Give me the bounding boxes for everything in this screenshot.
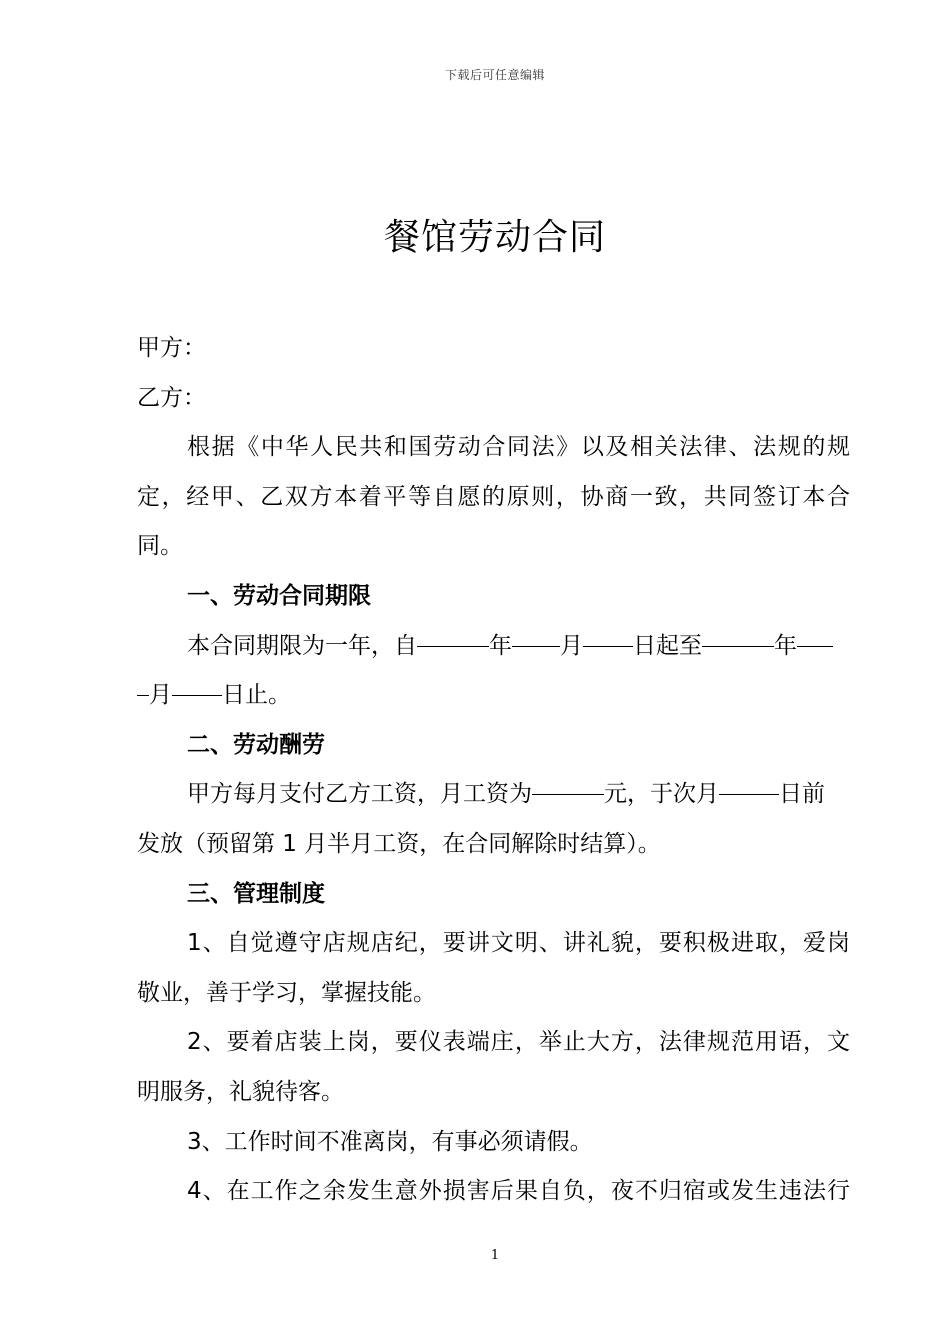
section-1-text-a: 本合同期限为一年，自 xyxy=(187,632,417,659)
blank-start-day xyxy=(583,645,633,647)
blank-end-month-b xyxy=(137,694,149,696)
party-a-label: 甲方： xyxy=(137,335,206,361)
section-2-text-c: 日前 xyxy=(779,781,825,808)
section-3-item-2-line-1: 2、要着店装上岗，要仪表端庄，举止大方，法律规范用语，文 xyxy=(187,1029,850,1056)
section-1-line-2 xyxy=(137,671,850,721)
section-3-heading: 三、管理制度 xyxy=(187,880,325,907)
blank-end-year xyxy=(702,645,774,647)
blank-start-year xyxy=(417,645,489,647)
blank-pay-day xyxy=(719,793,779,795)
section-2-heading: 二、劳动酬劳 xyxy=(187,731,325,758)
blank-end-day xyxy=(172,694,222,696)
section-3-item-1-line-2: 敬业，善于学习，掌握技能。 xyxy=(137,979,436,1006)
section-1-text-g: 日止。 xyxy=(222,682,291,709)
page-number: 1 xyxy=(490,1248,500,1263)
document-title: 餐馆劳动合同 xyxy=(383,217,606,258)
section-3-item-2-line-2: 明服务，礼貌待客。 xyxy=(137,1078,344,1105)
section-3-item-3-line-1: 3、工作时间不准离岗，有事必须请假。 xyxy=(187,1128,593,1155)
blank-start-month xyxy=(512,645,560,647)
section-1-text-b: 年 xyxy=(489,632,512,659)
section-3-item-1-line-1: 1、自觉遵守店规店纪，要讲文明、讲礼貌，要积极进取，爱岗 xyxy=(187,930,850,957)
intro-line-3: 同。 xyxy=(137,533,183,560)
section-1-text-f: 月 xyxy=(149,682,172,709)
section-1-text-d: 日起至 xyxy=(633,632,702,659)
party-b-label: 乙方： xyxy=(137,384,206,411)
section-2-line-1 xyxy=(137,770,850,820)
section-3-item-4-line-1: 4、在工作之余发生意外损害后果自负，夜不归宿或发生违法行 xyxy=(187,1178,850,1205)
page-header-note: 下载后可任意编辑 xyxy=(444,68,545,82)
section-1-line-1 xyxy=(137,622,850,672)
section-2-text-a: 甲方每月支付乙方工资，月工资为 xyxy=(187,781,532,808)
section-1-text-e: 年 xyxy=(774,632,797,659)
section-2-line-2: 发放（预留第 1 月半月工资，在合同解除时结算）。 xyxy=(137,830,661,857)
intro-line-1: 根据《中华人民共和国劳动合同法》以及相关法律、法规的规 xyxy=(187,434,850,461)
blank-end-month-a xyxy=(797,645,833,647)
blank-salary xyxy=(532,793,604,795)
intro-line-2: 定，经甲、乙双方本着平等自愿的原则，协商一致，共同签订本合 xyxy=(137,483,850,510)
contract-body xyxy=(137,324,850,1217)
section-1-heading: 一、劳动合同期限 xyxy=(187,582,371,609)
section-2-text-b: 元，于次月 xyxy=(604,781,719,808)
section-1-text-c: 月 xyxy=(560,632,583,659)
